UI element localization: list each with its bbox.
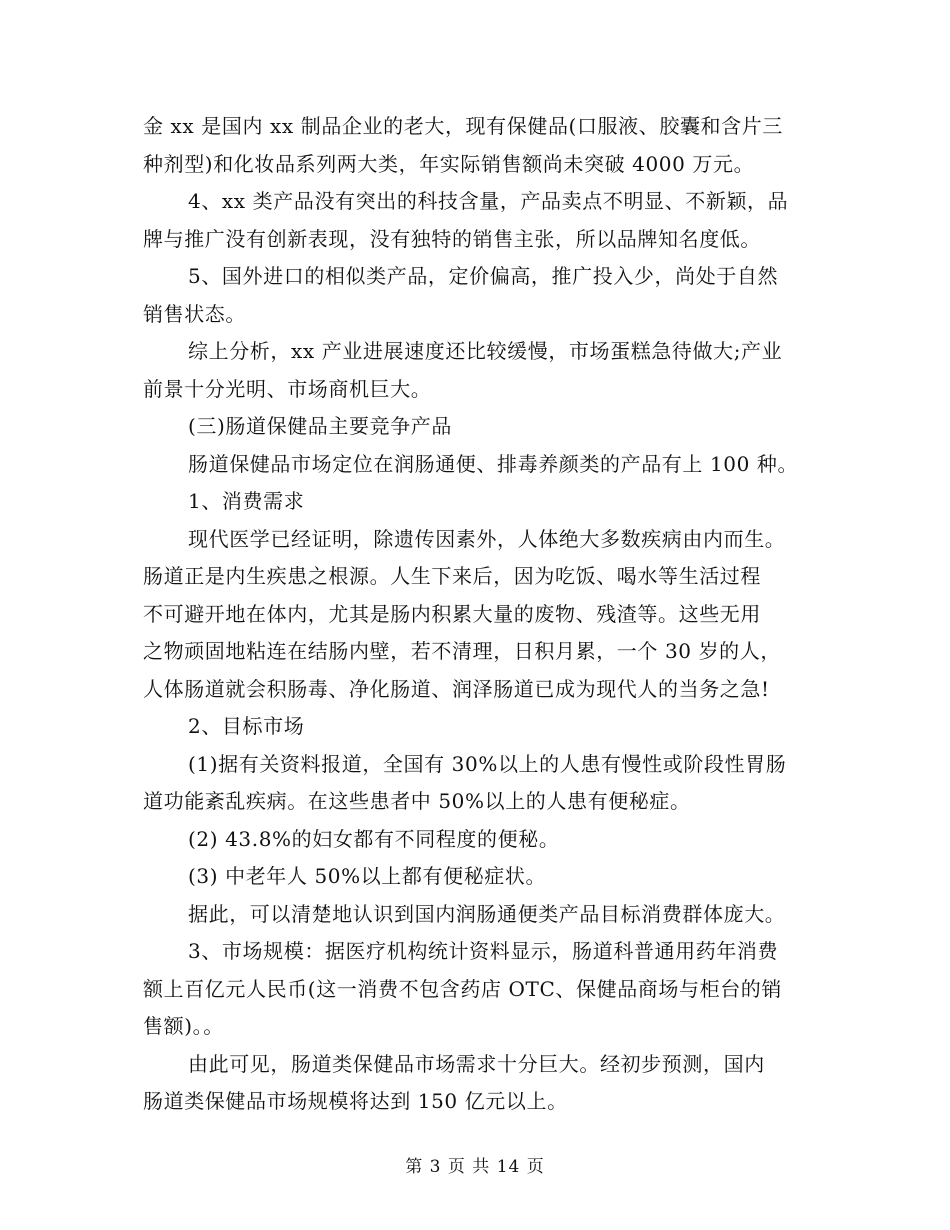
text-line: 综上分析，xx 产业进展速度还比较缓慢，市场蛋糕急待做大;产业 bbox=[188, 339, 783, 363]
text-line: 3、市场规模：据医疗机构统计资料显示，肠道科普通用药年消费 bbox=[188, 939, 779, 963]
text-line: 4、xx 类产品没有突出的科技含量，产品卖点不明显、不新颖，品 bbox=[188, 189, 789, 213]
text-line: (三)肠道保健品主要竞争产品 bbox=[188, 414, 453, 438]
text-line: 2、目标市场 bbox=[188, 714, 305, 738]
document-body bbox=[143, 108, 823, 1121]
text-line: 肠道保健品市场定位在润肠通便、排毒养颜类的产品有上 100 种。 bbox=[188, 451, 799, 476]
text-line: 肠道类保健品市场规模将达到 150 亿元以上。 bbox=[143, 1089, 568, 1113]
text-line: 道功能紊乱疾病。在这些患者中 50%以上的人患有便秘症。 bbox=[143, 789, 691, 813]
text-line: 销售状态。 bbox=[143, 301, 246, 326]
text-line: 5、国外进口的相似类产品，定价偏高，推广投入少，尚处于自然 bbox=[188, 264, 779, 288]
text-line: 由此可见，肠道类保健品市场需求十分巨大。经初步预测，国内 bbox=[188, 1051, 765, 1076]
page-footer: 第 3 页 共 14 页 bbox=[405, 1157, 545, 1177]
text-line: 额上百亿元人民币(这一消费不包含药店 OTC、保健品商场与柜台的销 bbox=[143, 976, 782, 1001]
text-line: 1、消费需求 bbox=[188, 489, 305, 513]
text-line: (2) 43.8%的妇女都有不同程度的便秘。 bbox=[188, 826, 560, 851]
text-line: 据此，可以清楚地认识到国内润肠通便类产品目标消费群体庞大。 bbox=[188, 901, 786, 926]
text-line: 种剂型)和化妆品系列两大类，年实际销售额尚未突破 4000 万元。 bbox=[143, 151, 755, 176]
text-line: 现代医学已经证明，除遗传因素外，人体绝大多数疾病由内而生。 bbox=[188, 526, 786, 551]
text-line: 售额)。。 bbox=[143, 1014, 224, 1038]
text-line: (1)据有关资料报道，全国有 30%以上的人患有慢性或阶段性胃肠 bbox=[188, 751, 787, 776]
text-line: (3) 中老年人 50%以上都有便秘症状。 bbox=[188, 864, 547, 888]
text-line: 肠道正是内生疾患之根源。人生下来后，因为吃饭、喝水等生活过程 bbox=[143, 564, 761, 588]
text-line: 人体肠道就会积肠毒、净化肠道、润泽肠道已成为现代人的当务之急! bbox=[143, 676, 770, 701]
text-line: 之物顽固地粘连在结肠内壁，若不清理，日积月累，一个 30 岁的人， bbox=[143, 639, 781, 663]
text-line: 不可避开地在体内，尤其是肠内积累大量的废物、残渣等。这些无用 bbox=[143, 601, 761, 626]
text-line: 牌与推广没有创新表现，没有独特的销售主张，所以品牌知名度低。 bbox=[143, 226, 761, 251]
text-line: 金 xx 是国内 xx 制品企业的老大，现有保健品(口服液、胶囊和含片三 bbox=[143, 114, 783, 138]
text-line: 前景十分光明、市场商机巨大。 bbox=[143, 376, 432, 401]
